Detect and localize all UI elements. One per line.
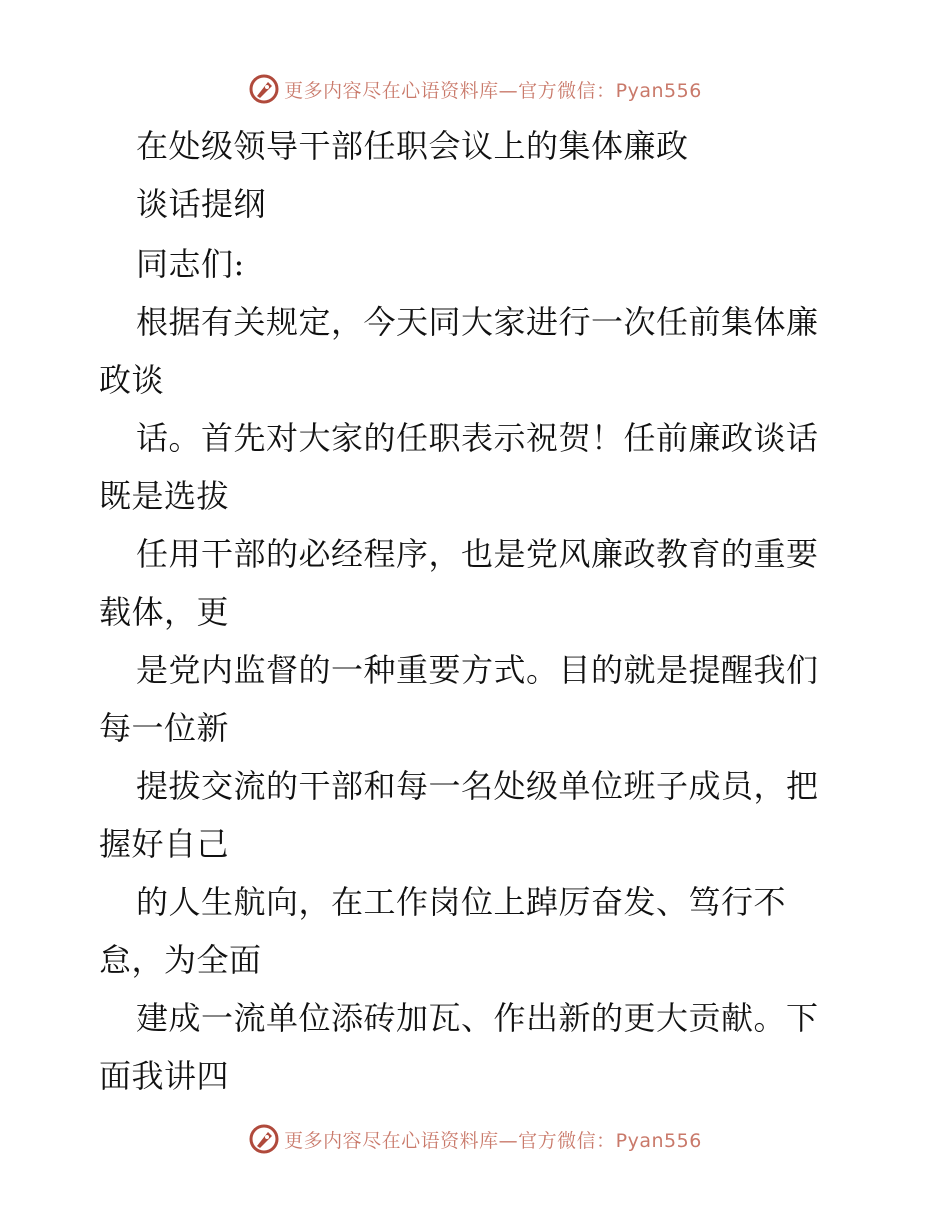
document-title-line-1: 在处级领导干部任职会议上的集体廉政 bbox=[136, 127, 689, 165]
pen-nib-logo-icon bbox=[248, 1123, 280, 1155]
watermark-text: 更多内容尽在心语资料库—官方微信：Pyan556 bbox=[284, 79, 702, 102]
paragraph-line: 政谈 bbox=[99, 361, 165, 399]
paragraph-line: 根据有关规定，今天同大家进行一次任前集体廉 bbox=[136, 303, 819, 341]
watermark-footer bbox=[0, 1122, 950, 1156]
document-title-line-2: 谈话提纲 bbox=[136, 185, 267, 223]
paragraph-line: 载体，更 bbox=[99, 593, 230, 631]
paragraph-line: 每一位新 bbox=[99, 709, 230, 747]
paragraph-line: 握好自己 bbox=[99, 825, 230, 863]
paragraph-line: 既是选拔 bbox=[99, 477, 230, 515]
paragraph-line: 是党内监督的一种重要方式。目的就是提醒我们 bbox=[136, 651, 819, 689]
watermark-text: 更多内容尽在心语资料库—官方微信：Pyan556 bbox=[284, 1129, 702, 1152]
paragraph-line: 任用干部的必经程序，也是党风廉政教育的重要 bbox=[136, 535, 819, 573]
paragraph-line: 提拔交流的干部和每一名处级单位班子成员，把 bbox=[136, 767, 819, 805]
paragraph-line: 的人生航向，在工作岗位上踔厉奋发、笃行不 bbox=[136, 883, 787, 921]
watermark-header bbox=[0, 72, 950, 106]
paragraph-line: 怠，为全面 bbox=[99, 941, 262, 979]
paragraph-line: 面我讲四 bbox=[99, 1057, 230, 1095]
paragraph-line: 建成一流单位添砖加瓦、作出新的更大贡献。下 bbox=[136, 999, 819, 1037]
paragraph-line: 话。首先对大家的任职表示祝贺！任前廉政谈话 bbox=[136, 419, 819, 457]
pen-nib-logo-icon bbox=[248, 73, 280, 105]
salutation: 同志们: bbox=[136, 245, 245, 283]
